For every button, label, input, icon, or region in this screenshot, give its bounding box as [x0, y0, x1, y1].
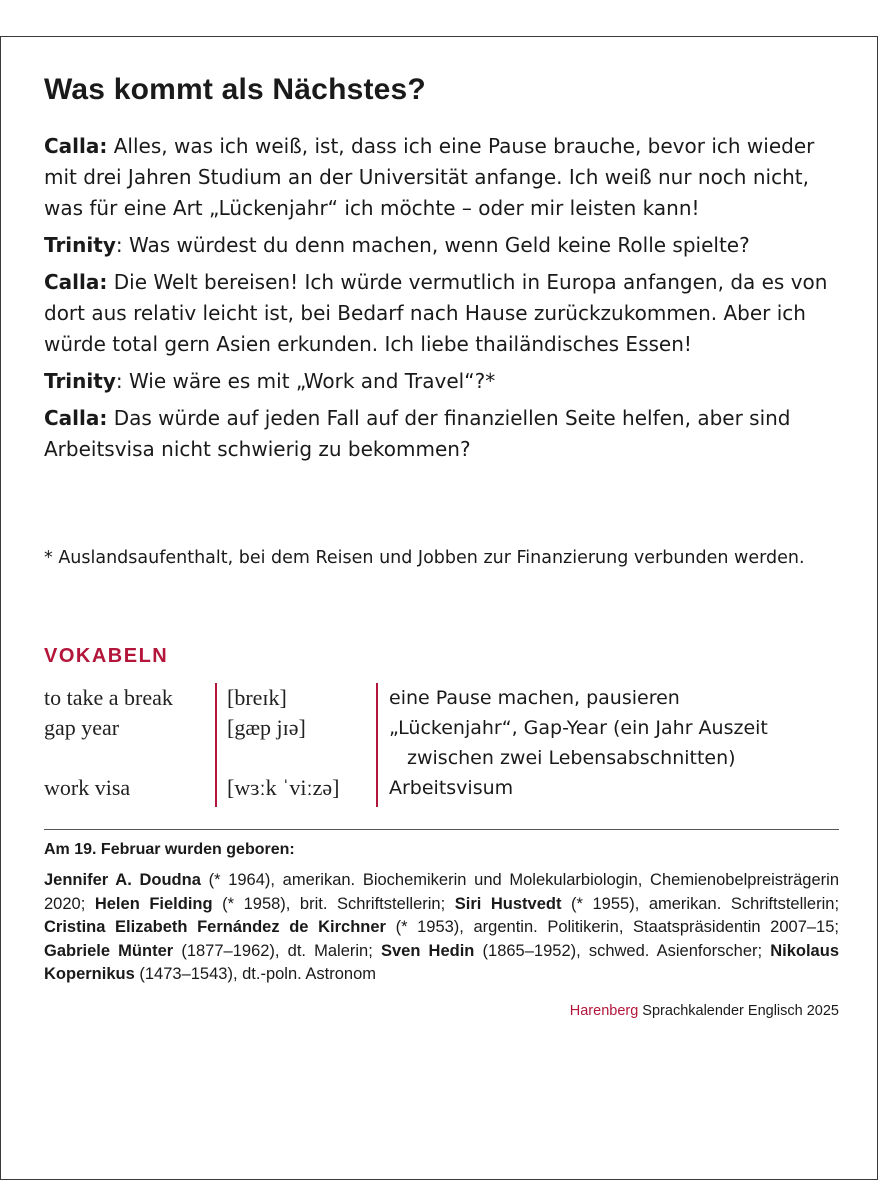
vocab-translation-text: eine Pause machen, pausieren: [389, 687, 680, 709]
speaker-name: Calla:: [44, 406, 108, 430]
person-info: (* 1958), brit. Schriftstellerin;: [212, 894, 455, 913]
person-name: Nikolaus Kopernikus: [44, 941, 839, 984]
calendar-page: [0, 36, 878, 1180]
dialogue: [44, 131, 844, 471]
dialogue-line: [44, 403, 844, 465]
publisher-brand: Harenberg: [569, 1003, 639, 1019]
vocab-term: to take a break: [44, 685, 173, 710]
page-title: Was kommt als Nächstes?: [44, 73, 426, 106]
person-name: Sven Hedin: [380, 941, 475, 960]
vocab-row: [44, 683, 839, 713]
vocab-row: [44, 713, 839, 773]
dialogue-text: Die Welt bereisen! Ich würde vermutlich in Europa anfangen, da es von dort aus relativ leicht ist, bei Bedarf nach Hause zurückzukommen. Aber ich würde total gern Asien erkunden. Ich liebe thailändisches Essen!: [44, 270, 828, 356]
publisher-footer: [570, 1003, 839, 1019]
birthdays-heading: Am 19. Februar wurden geboren:: [44, 841, 295, 858]
person-info: (* 1964), amerikan. Biochemikerin und Molekularbiologin, Chemienobelpreisträgerin 2020;: [44, 871, 839, 913]
vocab-translation-text: „Lückenjahr“, Gap-Year (ein Jahr Auszeit: [389, 717, 768, 739]
vocab-translation-text: Arbeitsvisum: [389, 777, 514, 799]
person-name: Gabriele Münter: [44, 941, 174, 960]
dialogue-line: [44, 230, 844, 261]
vocab-ipa: [wɜːk ˈviːzə]: [227, 775, 340, 800]
person-info: (* 1953), argentin. Politikerin, Staatspräsidentin 2007–15;: [385, 918, 839, 937]
person-name: Siri Hustvedt: [454, 894, 562, 913]
vocab-row: [44, 773, 839, 803]
vocab-term: work visa: [44, 775, 131, 800]
dialogue-text: Alles, was ich weiß, ist, dass ich eine Pause brauche, bevor ich wieder mit drei Jahren Studium an der Universität anfange. Ich weiß nur noch nicht, was für eine Art „Lückenjahr“ ich möchte – oder mir leisten kann!: [44, 134, 815, 220]
vocab-translation: [389, 683, 839, 713]
vocab-translation: [389, 773, 839, 803]
speaker-name: Trinity: [44, 369, 116, 393]
speaker-name: Calla:: [44, 270, 108, 294]
speaker-name: Calla:: [44, 134, 108, 158]
person-name: Cristina Elizabeth Fernández de Kirchner: [44, 918, 386, 937]
vocab-heading: VOKABELN: [44, 645, 169, 667]
speaker-name: Trinity: [44, 233, 116, 257]
vocab-translation: [389, 713, 839, 773]
person-name: Helen Fielding: [94, 894, 213, 913]
person-name: Jennifer A. Doudna: [44, 871, 201, 889]
dialogue-line: [44, 366, 844, 397]
dialogue-line: [44, 131, 844, 224]
dialogue-text: : Wie wäre es mit „Work and Travel“?*: [115, 369, 496, 393]
dialogue-line: [44, 267, 844, 360]
person-info: (1877–1962), dt. Malerin;: [173, 941, 381, 960]
section-divider: [44, 829, 839, 830]
person-info: (1473–1543), dt.-poln. Astronom: [134, 965, 377, 984]
vocab-translation-cont: zwischen zwei Lebensabschnitten): [407, 747, 736, 769]
vocab-term: gap year: [44, 715, 120, 740]
publisher-title: Sprachkalender Englisch 2025: [638, 1003, 839, 1019]
footnote: * Auslandsaufenthalt, bei dem Reisen und Jobben zur Finanzierung verbunden werden.: [44, 548, 805, 568]
dialogue-text: Das würde auf jeden Fall auf der finanziellen Seite helfen, aber sind Arbeitsvisa nicht schwierig zu bekommen?: [44, 406, 791, 461]
vocab-ipa: [gæp jɪə]: [227, 715, 306, 740]
dialogue-text: : Was würdest du denn machen, wenn Geld keine Rolle spielte?: [115, 233, 750, 257]
person-info: (1865–1952), schwed. Asienforscher;: [474, 941, 771, 960]
birthdays-list: [44, 869, 839, 987]
vocab-ipa: [breɪk]: [227, 685, 287, 710]
person-info: (* 1955), amerikan. Schriftstellerin;: [561, 894, 840, 913]
